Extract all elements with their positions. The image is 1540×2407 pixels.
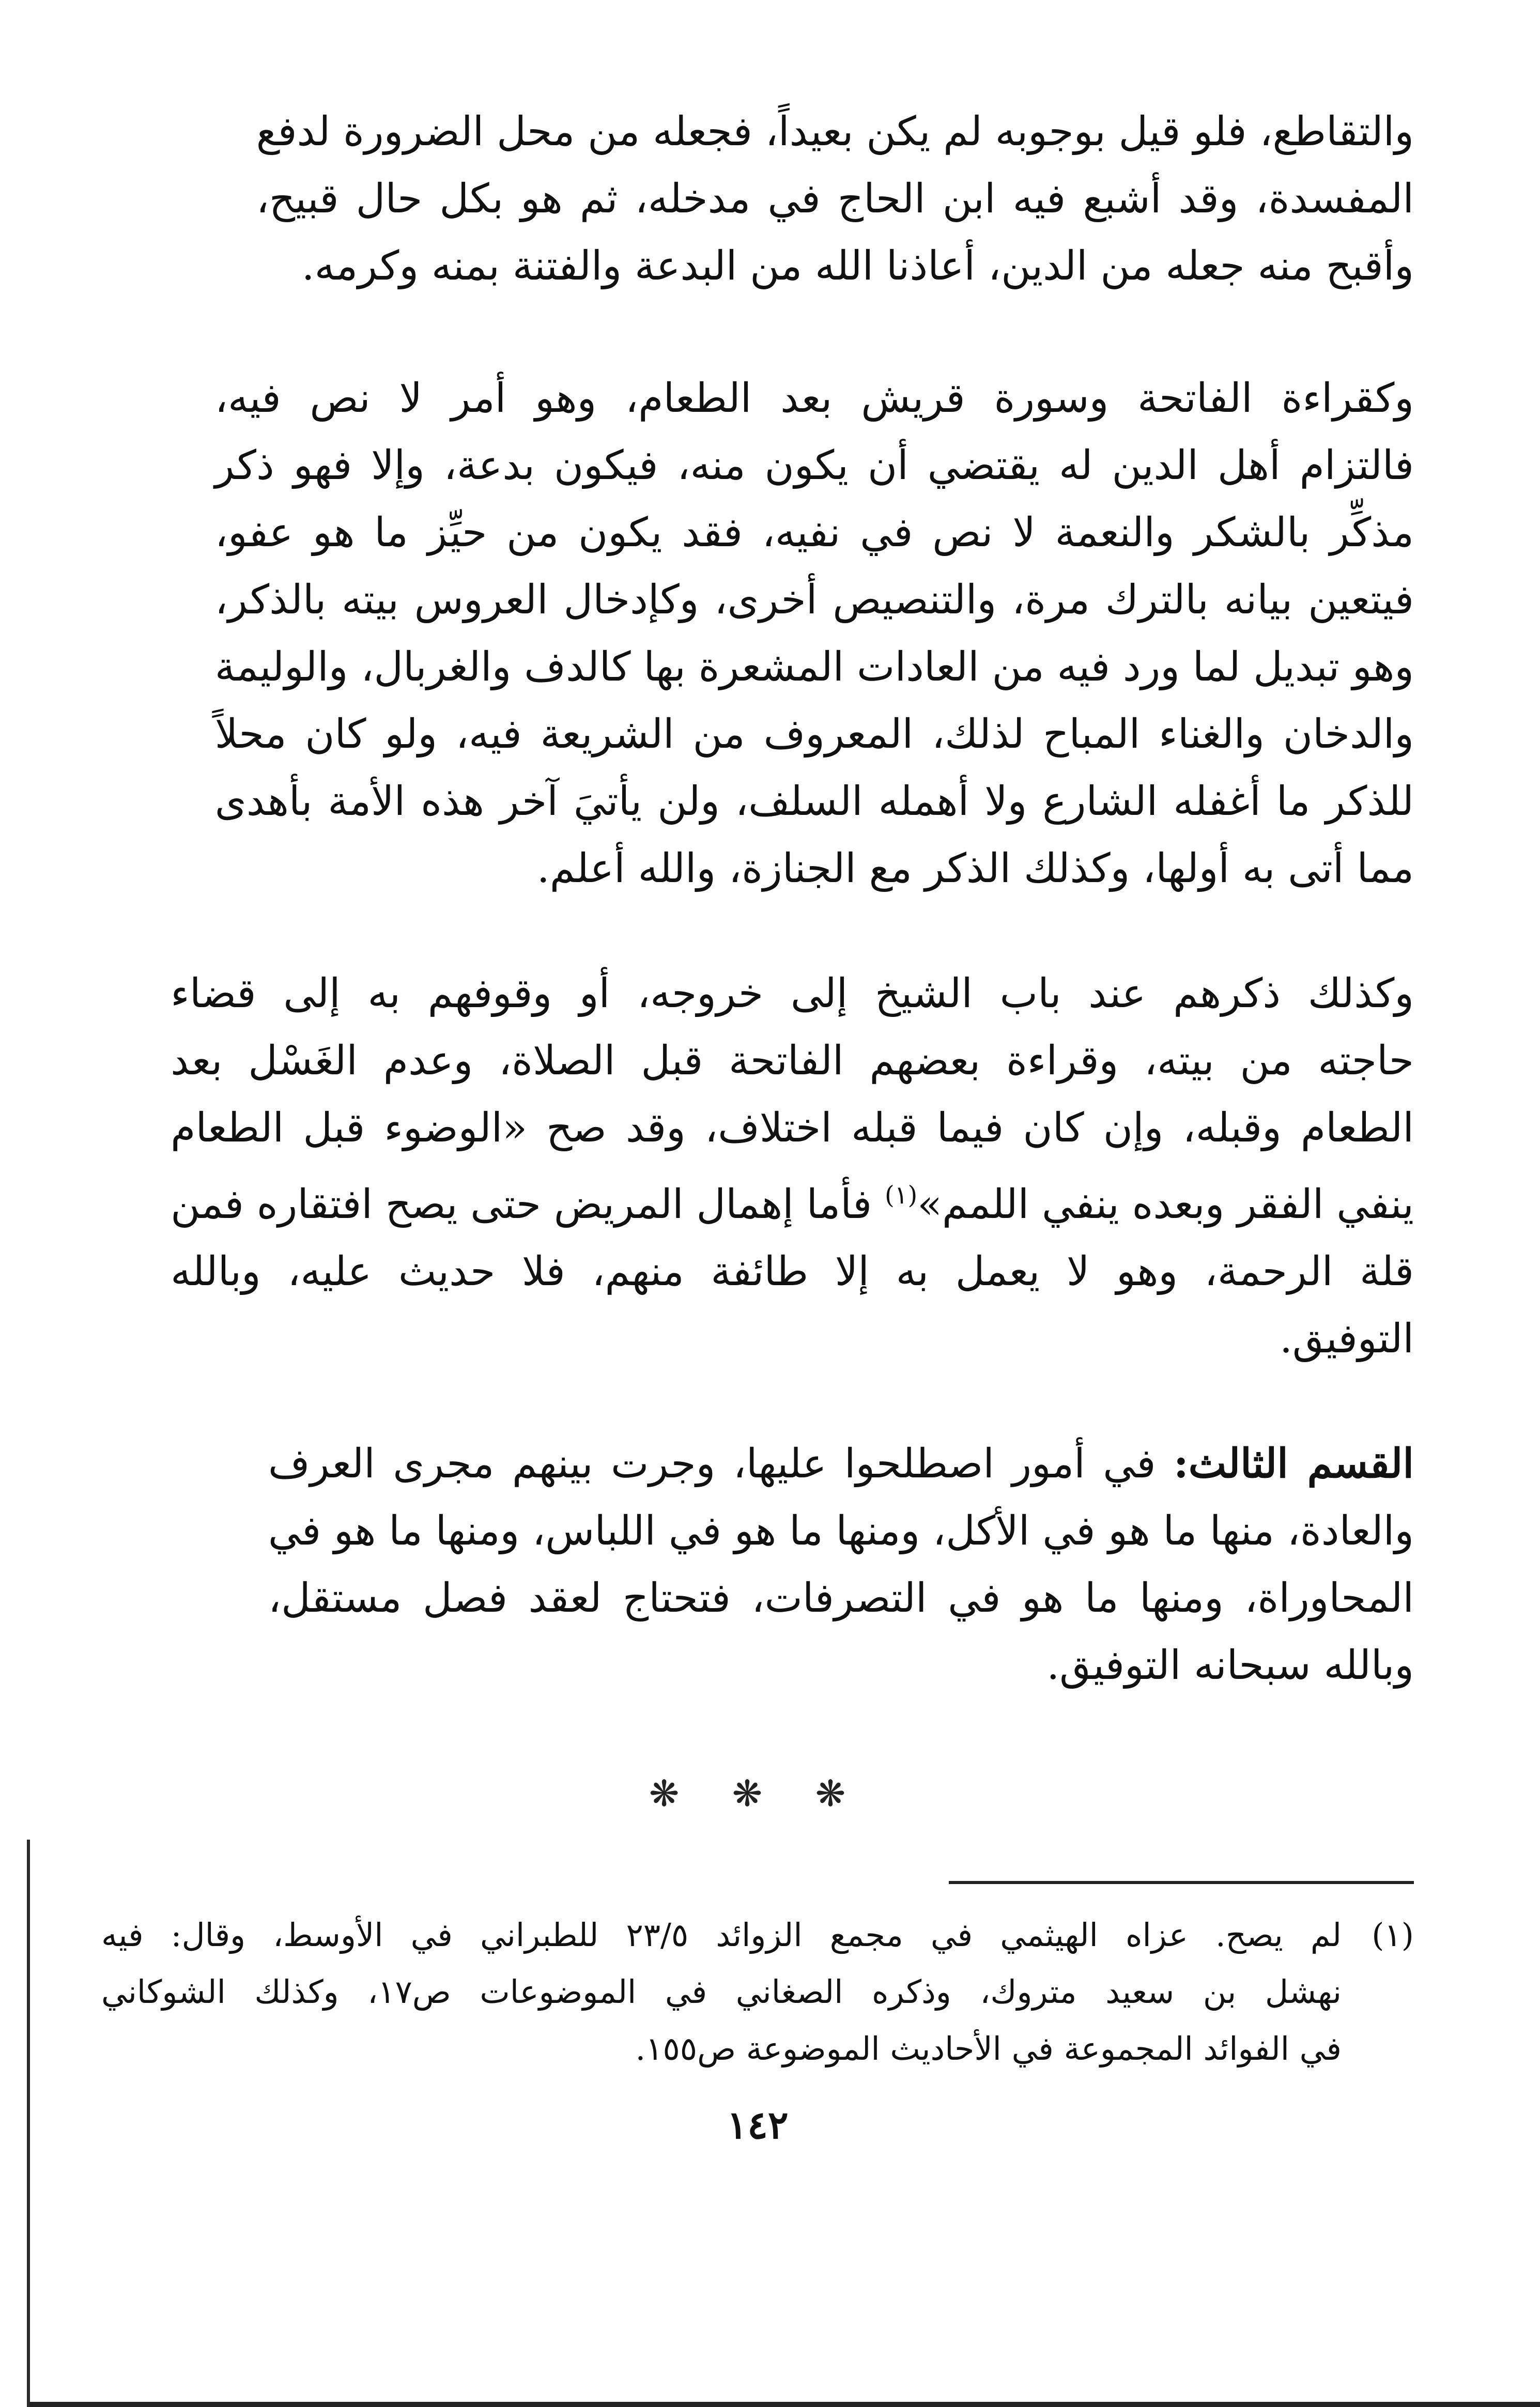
paragraph-1 bbox=[256, 98, 1414, 300]
paragraph-2-line: للذكر ما أغفله الشارع ولا أهمله السلف، ولن يأتيَ آخر هذه الأمة بأهدى bbox=[214, 778, 1414, 825]
paragraph-1-line: والتقاطع، فلو قيل بوجوبه لم يكن بعيداً، فجعله من محل الضرورة لدفع bbox=[256, 109, 1414, 155]
paragraph-3-line: التوفيق. bbox=[1280, 1316, 1414, 1362]
paragraph-1-line: المفسدة، وقد أشبع فيه ابن الحاج في مدخله، ثم هو بكل حال قبيح، bbox=[256, 176, 1414, 222]
section-heading: القسم الثالث: bbox=[1173, 1440, 1414, 1487]
paragraph-4-line: وبالله سبحانه التوفيق. bbox=[1046, 1642, 1414, 1689]
scan-edge-left bbox=[27, 1840, 30, 2407]
paragraph-3-line: قلة الرحمة، وهو لا يعمل به إلا طائفة منهم، فلا حديث عليه، وبالله bbox=[171, 1248, 1414, 1295]
paragraph-2-line: مما أتى به أولها، وكذلك الذكر مع الجنازة، والله أعلم. bbox=[536, 845, 1414, 892]
paragraph-2-line: والدخان والغناء المباح لذلك، المعروف من الشريعة فيه، ولو كان محلاً bbox=[214, 711, 1414, 758]
paragraph-2-line: فيتعين بيانه بالترك مرة، والتنصيص أخرى، وكإدخال العروس بيته بالذكر، bbox=[214, 577, 1414, 623]
footnote-body bbox=[101, 1907, 1342, 2077]
paragraph-3-line: حاجته من بيته، وقراءة بعضهم الفاتحة قبل الصلاة، وعدم الغَسْل بعد bbox=[171, 1038, 1414, 1084]
paragraph-4-line: المحاوراة، ومنها ما هو في التصرفات، فتحتاج لعقد فصل مستقل، bbox=[268, 1575, 1414, 1622]
paragraph-2-line: وهو تبديل لما ورد فيه من العادات المشعرة بها كالدف والغربال، والوليمة bbox=[214, 644, 1414, 690]
paragraph-3-line: وكذلك ذكرهم عند باب الشيخ إلى خروجه، أو وقوفهم به إلى قضاء bbox=[171, 970, 1414, 1017]
footnote-rule bbox=[949, 1881, 1414, 1884]
footnote-ref-marker[interactable]: (١) bbox=[884, 1181, 918, 1210]
footnote-line: لم يصح. عزاه الهيثمي في مجمع الزوائد ٢٣/٥ للطبراني في الأوسط، وقال: فيه bbox=[101, 1916, 1342, 1954]
paragraph-3-line: الطعام وقبله، وإن كان فيما قبله اختلاف، وقد صح «الوضوء قبل الطعام bbox=[171, 1105, 1414, 1151]
footnote-line: نهشل بن سعيد متروك، وذكره الصغاني في الموضوعات ص١٧، وكذلك الشوكاني bbox=[101, 1973, 1342, 2011]
paragraph-4 bbox=[268, 1430, 1414, 1699]
paragraph-2-line: وكقراءة الفاتحة وسورة قريش بعد الطعام، وهو أمر لا نص فيه، bbox=[214, 375, 1414, 422]
paragraph-2-line: مذكِّر بالشكر والنعمة لا نص في نفيه، فقد يكون من حيِّز ما هو عفو، bbox=[214, 510, 1414, 556]
section-separator: ❋ ❋ ❋ bbox=[649, 1772, 867, 1815]
paragraph-1-line: وأقبح منه جعله من الدين، أعاذنا الله من البدعة والفتنة بمنه وكرمه. bbox=[301, 243, 1414, 289]
scan-edge-bottom bbox=[30, 2402, 1540, 2407]
paragraph-3 bbox=[171, 960, 1414, 1372]
paragraph-3-ref-line bbox=[171, 1162, 1414, 1238]
page-number: ١٤٢ bbox=[727, 2103, 789, 2148]
ref-line-end: فأما إهمال المريض حتى يصح افتقاره فمن bbox=[171, 1181, 885, 1228]
paragraph-2-line: فالتزام أهل الدين له يقتضي أن يكون منه، فيكون بدعة، وإلا فهو ذكر bbox=[214, 442, 1414, 489]
heading-line-rest: في أمور اصطلحوا عليها، وجرت بينهم مجرى العرف bbox=[268, 1441, 1174, 1487]
paragraph-4-line: والعادة، منها ما هو في الأكل، ومنها ما هو في اللباس، ومنها ما هو في bbox=[268, 1508, 1414, 1554]
ref-line-start: ينفي الفقر وبعده ينفي اللمم» bbox=[917, 1181, 1414, 1228]
paragraph-2 bbox=[215, 365, 1414, 902]
footnote-line: في الفوائد المجموعة في الأحاديث الموضوعة ص١٥٥. bbox=[635, 2030, 1342, 2067]
paragraph-4-heading-line bbox=[268, 1430, 1414, 1498]
footnote-number: (١) bbox=[1372, 1916, 1414, 1954]
footnote bbox=[101, 1907, 1414, 2077]
